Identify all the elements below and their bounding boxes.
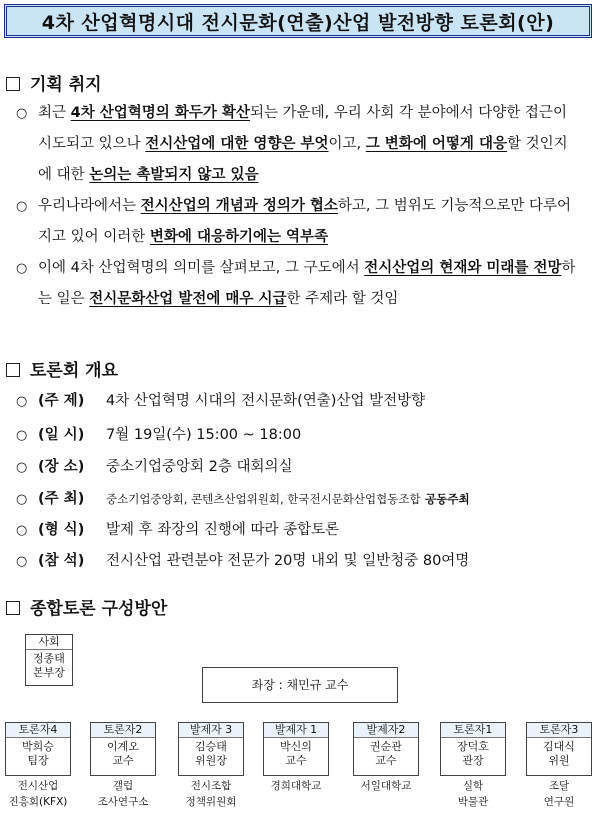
panel-member-name: 김승태 <box>195 740 227 753</box>
panel-member-role: 발제자 3 <box>179 723 243 738</box>
panel-member-details <box>441 738 505 768</box>
panel-member-title: 교수 <box>285 754 307 767</box>
overview-attendees: ○ (참 석) 전시산업 관련분야 전문가 20명 내외 및 일반청중 80여명 <box>16 553 470 569</box>
panel-member-org-line1: 서일대학교 <box>360 780 412 792</box>
panel-member-details <box>179 738 243 768</box>
panel-member-org-line2: 박물관 <box>457 796 489 808</box>
panel-member-name: 박희승 <box>22 740 54 753</box>
circle-bullet-icon: ○ <box>16 261 28 276</box>
host-details <box>26 650 72 680</box>
panel-member-org <box>256 778 336 794</box>
chair-box: 좌장 : 채민규 교수 <box>202 667 398 703</box>
panel-member-box <box>178 722 244 776</box>
host-box <box>25 634 73 686</box>
host-role: 사회 <box>26 635 72 650</box>
panel-member-title: 위원장 <box>195 754 227 767</box>
panel-member-box <box>353 722 419 776</box>
panel-member-role: 토론자2 <box>91 723 155 738</box>
panel-member-org-line2: 연구원 <box>543 796 575 808</box>
panel-member-org <box>433 778 513 810</box>
section-heading-purpose: 기획 취지 <box>6 70 102 95</box>
panel-member-org-line1: 조달 <box>548 780 570 792</box>
checkbox-square-icon <box>6 77 20 91</box>
panel-member-name: 김대식 <box>543 740 575 753</box>
purpose-paragraph-3: ○ 이에 4차 산업혁명의 의미를 살펴보고, 그 구도에서 전시산업의 현재와 미래를 전망하는 일은 전시문화산업 발전에 매우 시급한 주제라 할 것임 <box>16 253 576 315</box>
panel-member-role: 토론자1 <box>441 723 505 738</box>
circle-bullet-icon: ○ <box>16 199 28 214</box>
circle-bullet-icon: ○ <box>16 428 28 443</box>
circle-bullet-icon: ○ <box>16 394 28 409</box>
panel-member-org-line2: 조사연구소 <box>97 796 149 808</box>
overview-date: ○ (일 시) 7월 19일(수) 15:00 ~ 18:00 <box>16 427 302 443</box>
circle-bullet-icon: ○ <box>16 106 28 121</box>
panel-member-name: 권순관 <box>370 740 402 753</box>
panel-member-title: 교수 <box>375 754 397 767</box>
panel-member-title: 팀장 <box>27 754 49 767</box>
panel-member-details <box>6 738 70 768</box>
section-heading-panel: 종합토론 구성방안 <box>6 594 167 619</box>
overview-topic: ○ (주 제) 4차 산업혁명 시대의 전시문화(연출)산업 발전방향 <box>16 393 426 409</box>
panel-member-role: 토론자4 <box>6 723 70 738</box>
panel-member-title: 위원 <box>548 754 570 767</box>
circle-bullet-icon: ○ <box>16 460 28 475</box>
section-heading-overview: 토론회 개요 <box>6 356 118 381</box>
panel-member-org <box>346 778 426 794</box>
panel-member-name: 장덕호 <box>457 740 489 753</box>
panel-member-org-line1: 전시조합 <box>190 780 232 792</box>
panel-member-title: 관장 <box>462 754 484 767</box>
host-title: 본부장 <box>33 666 65 679</box>
panel-member-org-line1: 실학 <box>462 780 484 792</box>
panel-member-box <box>90 722 156 776</box>
panel-member-details <box>527 738 591 768</box>
panel-member-box <box>440 722 506 776</box>
panel-member-role: 발제자 1 <box>264 723 328 738</box>
purpose-paragraph-2: ○ 우리나라에서는 전시산업의 개념과 정의가 협소하고, 그 범위도 기능적으로만 다루어지고 있어 이러한 변화에 대응하기에는 역부족 <box>16 191 576 253</box>
panel-member-org <box>83 778 163 810</box>
panel-member-name: 박신의 <box>280 740 312 753</box>
checkbox-square-icon <box>6 363 20 377</box>
panel-member-org-line1: 전시산업 <box>17 780 59 792</box>
overview-venue: ○ (장 소) 중소기업중앙회 2층 대회의실 <box>16 459 293 475</box>
panel-member-details <box>91 738 155 768</box>
overview-host: ○ (주 최) 중소기업중앙회, 콘텐츠산업위원회, 한국전시문화산업협동조합 공동주최 <box>16 491 470 507</box>
checkbox-square-icon <box>6 601 20 615</box>
panel-member-box <box>263 722 329 776</box>
circle-bullet-icon: ○ <box>16 523 28 538</box>
panel-member-org-line2: 진흥회(KFX) <box>8 796 68 808</box>
panel-member-org-line2: 정책위원회 <box>185 796 237 808</box>
overview-format: ○ (형 식) 발제 후 좌장의 진행에 따라 종합토론 <box>16 522 340 538</box>
panel-member-details <box>264 738 328 768</box>
panel-member-org-line1: 갤럽 <box>112 780 134 792</box>
purpose-paragraph-1: ○ 최근 4차 산업혁명의 화두가 확산되는 가운데, 우리 사회 각 분야에서 다양한 접근이 시도되고 있으나 전시산업에 대한 영향은 부엇이고, 그 변화에 어떻게 대응할 것인지에 대한 논의는 촉발되지 않고 있음 <box>16 98 576 191</box>
panel-member-org <box>0 778 78 810</box>
host-name: 정종태 <box>33 652 65 665</box>
panel-member-details <box>354 738 418 768</box>
panel-member-org <box>171 778 251 810</box>
panel-member-box <box>5 722 71 776</box>
panel-member-role: 토론자3 <box>527 723 591 738</box>
panel-member-title: 교수 <box>112 754 134 767</box>
panel-member-name: 이계오 <box>107 740 139 753</box>
circle-bullet-icon: ○ <box>16 554 28 569</box>
panel-member-org <box>519 778 599 810</box>
panel-member-box <box>526 722 592 776</box>
page-title: 4차 산업혁명시대 전시문화(연출)산업 발전방향 토론회(안) <box>4 4 592 38</box>
panel-member-org-line1: 경희대학교 <box>270 780 322 792</box>
circle-bullet-icon: ○ <box>16 492 28 507</box>
panel-member-role: 발제자2 <box>354 723 418 738</box>
